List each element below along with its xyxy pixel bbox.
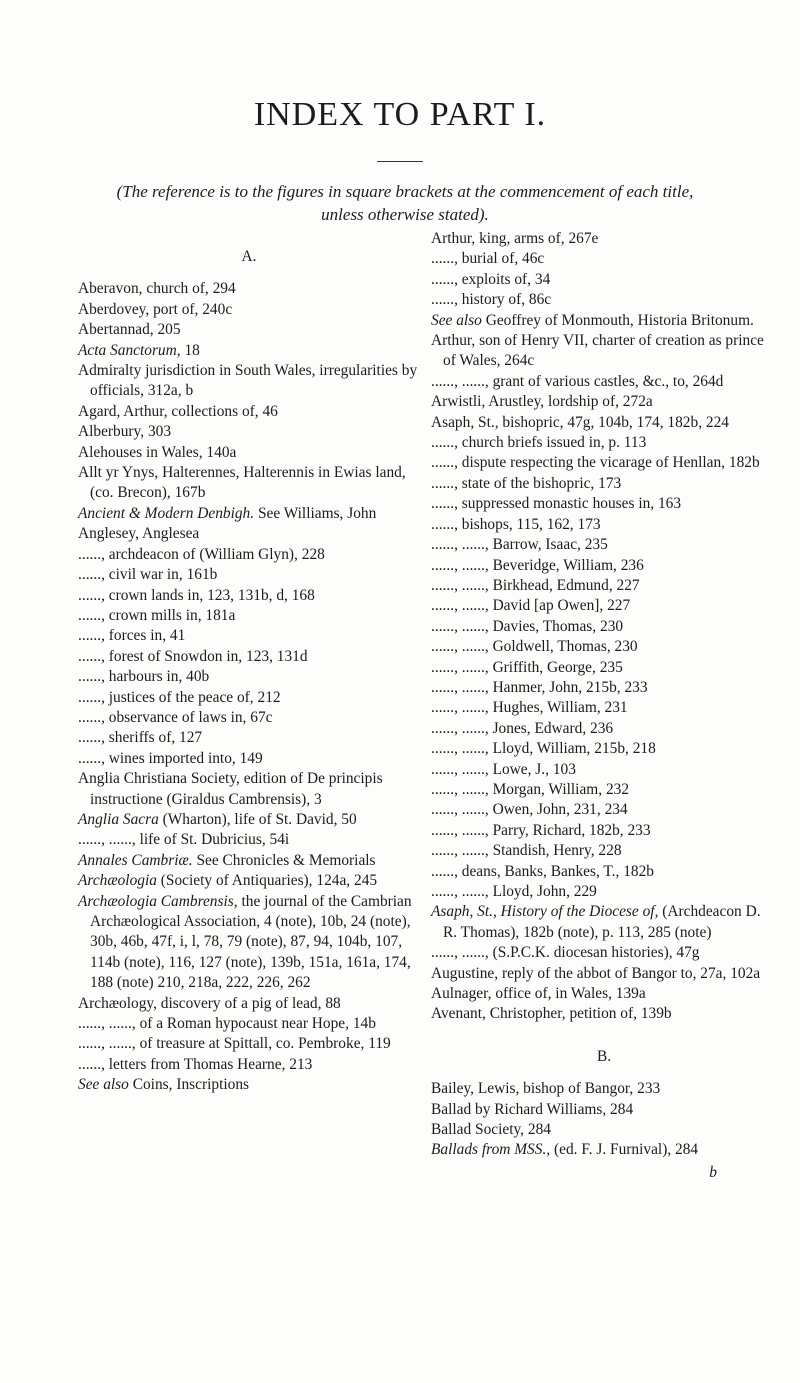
index-entry: ......, ......, Owen, John, 231, 234: [431, 801, 628, 819]
index-entry: ......, wines imported into, 149: [78, 749, 263, 767]
index-entry: Alehouses in Wales, 140a: [78, 443, 237, 461]
index-entry: See also Coins, Inscriptions: [78, 1076, 250, 1094]
index-entry: ......, letters from Thomas Hearne, 213: [78, 1055, 313, 1073]
italic-title: Ancient & Modern Denbigh.: [78, 504, 255, 522]
index-column-left: [78, 229, 420, 1096]
index-entry: ......, observance of laws in, 67c: [78, 708, 273, 726]
index-entry: Avenant, Christopher, petition of, 139b: [431, 1005, 672, 1023]
index-entry: ......, crown lands in, 123, 131b, d, 168: [78, 586, 315, 604]
index-entry: ......, forces in, 41: [78, 627, 186, 645]
title-divider: [377, 161, 423, 162]
signature-mark: b: [709, 1163, 717, 1181]
index-entry: Ancient & Modern Denbigh. See Williams, John: [78, 504, 377, 522]
index-entry: Asaph, St., History of the Diocese of, (Archdeacon D. R. Thomas), 182b (note), p. 113, 285 (note): [431, 903, 761, 941]
index-entry: Aberavon, church of, 294: [78, 280, 236, 298]
index-entry: ......, ......, Lowe, J., 103: [431, 760, 576, 778]
italic-title: Annales Cambriæ.: [78, 851, 193, 869]
index-entry: ......, ......, Lloyd, William, 215b, 218: [431, 740, 656, 758]
index-entry: ......, ......, Lloyd, John, 229: [431, 883, 597, 900]
index-entry: Allt yr Ynys, Halterennes, Halterennis in Ewias land, (co. Brecon), 167b: [78, 464, 406, 502]
index-entry: ......, ......, grant of various castles, &c., to, 264d: [431, 372, 724, 390]
italic-title: See also: [78, 1076, 129, 1094]
index-entry: Ballad Society, 284: [431, 1121, 551, 1139]
index-entry: Abertannad, 205: [78, 321, 181, 339]
index-entry: ......, ......, Barrow, Isaac, 235: [431, 536, 608, 554]
index-entry: Arthur, son of Henry VII, charter of creation as prince of Wales, 264c: [431, 332, 764, 370]
index-entry: Asaph, St., bishopric, 47g, 104b, 174, 182b, 224: [431, 413, 729, 431]
index-entry: Arwistli, Arustley, lordship of, 272a: [431, 393, 653, 411]
index-entry: ......, ......, of a Roman hypocaust near Hope, 14b: [78, 1015, 376, 1033]
index-entry: Ballads from MSS., (ed. F. J. Furnival), 284: [431, 1141, 699, 1159]
index-entry: ......, ......, Morgan, William, 232: [431, 780, 630, 798]
index-entry: ......, civil war in, 161b: [78, 566, 218, 584]
index-entry: ......, forest of Snowdon in, 123, 131d: [78, 647, 308, 665]
index-entry: ......, ......, Goldwell, Thomas, 230: [431, 638, 638, 656]
italic-title: See also: [431, 311, 482, 329]
index-entry: ......, ......, life of St. Dubricius, 54i: [78, 831, 290, 849]
italic-title: Archæologia Cambrensis,: [78, 892, 238, 910]
index-entry: Archæologia Cambrensis, the journal of the Cambrian Archæological Association, 4 (note), 10b, 24 (note), 30b, 46b, 47f, i, l, 78, 79 (note), 87, 94, 104b, 107, 114b (note), 116, 127 (note), 139b, 151a, 161a, 174, 188 (note) 210, 218a, 222, 226, 262: [78, 892, 412, 992]
index-entry: Alberbury, 303: [78, 423, 172, 441]
reference-note: (The reference is to the figures in square brackets at the commencement of each title, unless otherwise stated).: [116, 182, 694, 224]
index-entry: ......, bishops, 115, 162, 173: [431, 515, 601, 533]
index-entry: Admiralty jurisdiction in South Wales, irregularities by officials, 312a, b: [78, 362, 418, 400]
index-entry: Anglia Christiana Society, edition of De principis instructione (Giraldus Cambrensis), 3: [78, 770, 383, 808]
index-entry: ......, ......, Hughes, William, 231: [431, 699, 628, 717]
index-entry: ......, ......, Griffith, George, 235: [431, 658, 623, 676]
index-entry: ......, dispute respecting the vicarage of Henllan, 182b: [431, 454, 760, 472]
index-entry: ......, ......, of treasure at Spittall, co. Pembroke, 119: [78, 1035, 391, 1053]
index-entry: Augustine, reply of the abbot of Bangor to, 27a, 102a: [431, 964, 761, 982]
index-entry: ......, ......, Hanmer, John, 215b, 233: [431, 678, 648, 696]
index-entry: Anglia Sacra (Wharton), life of St. David, 50: [78, 810, 357, 828]
index-entry: ......, ......, Parry, Richard, 182b, 233: [431, 821, 651, 839]
index-entry: Archæologia (Society of Antiquaries), 124a, 245: [78, 872, 378, 890]
index-entry: Bailey, Lewis, bishop of Bangor, 233: [431, 1080, 661, 1098]
index-entry: Annales Cambriæ. See Chronicles & Memorials: [78, 851, 376, 869]
index-entry: Aulnager, office of, in Wales, 139a: [431, 985, 646, 1003]
index-entry: ......, exploits of, 34: [431, 270, 551, 288]
index-entry: Anglesey, Anglesea: [78, 525, 200, 543]
section-letter: A.: [241, 248, 257, 265]
index-entry: ......, justices of the peace of, 212: [78, 688, 281, 706]
index-entry: ......, deans, Banks, Bankes, T., 182b: [431, 862, 654, 880]
index-entry: Aberdovey, port of, 240c: [78, 300, 233, 318]
index-entry: ......, crown mills in, 181a: [78, 606, 236, 624]
italic-title: Anglia Sacra: [78, 810, 159, 828]
index-entry: ......, ......, Standish, Henry, 228: [431, 842, 622, 860]
section-letter: B.: [596, 1047, 612, 1065]
index-entry: ......, church briefs issued in, p. 113: [431, 434, 647, 452]
index-entry: See also Geoffrey of Monmouth, Historia Britonum.: [431, 311, 754, 329]
section-spacer: [78, 229, 420, 247]
index-entry: Archæology, discovery of a pig of lead, 88: [78, 994, 341, 1012]
index-entry: ......, history of, 86c: [431, 291, 552, 309]
index-entry: ......, harbours in, 40b: [78, 668, 210, 686]
index-entry: ......, suppressed monastic houses in, 163: [431, 495, 682, 513]
index-entry: ......, burial of, 46c: [431, 250, 545, 268]
index-entry: ......, archdeacon of (William Glyn), 228: [78, 545, 325, 563]
index-entry: ......, ......, Beveridge, William, 236: [431, 556, 644, 574]
italic-title: Archæologia: [78, 872, 157, 890]
index-entry: Acta Sanctorum, 18: [78, 341, 200, 359]
page-title: INDEX TO PART I.: [253, 96, 547, 133]
section-spacer: [431, 1025, 777, 1047]
italic-title: Acta Sanctorum: [78, 341, 177, 359]
index-entry: ......, ......, David [ap Owen], 227: [431, 597, 631, 615]
index-entry: Ballad by Richard Williams, 284: [431, 1100, 634, 1118]
index-entry: ......, ......, Davies, Thomas, 230: [431, 617, 624, 635]
italic-title: Ballads from MSS.,: [431, 1141, 551, 1159]
index-column-right: [431, 229, 777, 1183]
index-entry: Arthur, king, arms of, 267e: [431, 230, 599, 247]
index-entry: ......, sheriffs of, 127: [78, 729, 203, 747]
index-entry: Agard, Arthur, collections of, 46: [78, 402, 278, 420]
italic-title: Asaph, St., History of the Diocese of,: [431, 903, 659, 921]
index-entry: ......, ......, Birkhead, Edmund, 227: [431, 576, 640, 594]
index-entry: ......, ......, Jones, Edward, 236: [431, 719, 614, 737]
index-entry: ......, state of the bishopric, 173: [431, 474, 622, 492]
index-entry: ......, ......, (S.P.C.K. diocesan histories), 47g: [431, 944, 700, 962]
